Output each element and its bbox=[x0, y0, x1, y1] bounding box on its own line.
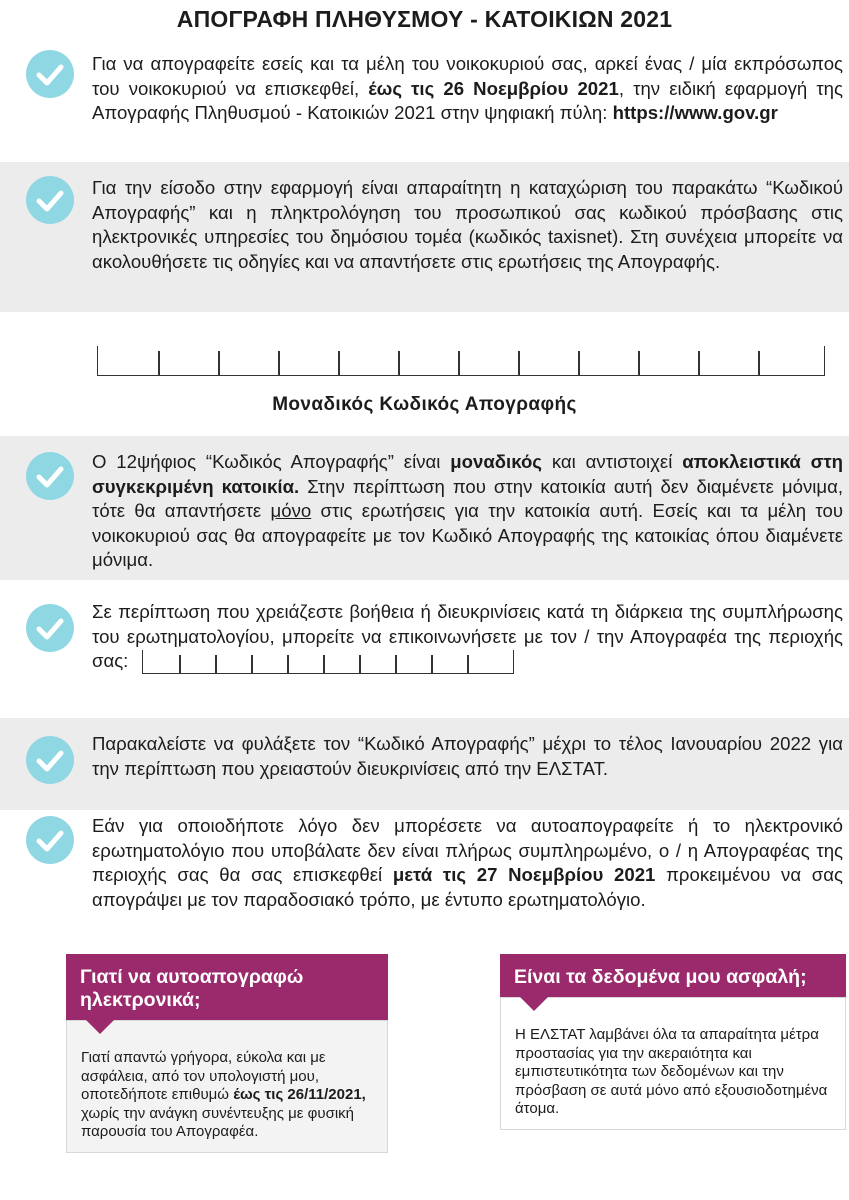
deadline-text: έως τις 26 Νοεμβρίου 2021 bbox=[368, 77, 619, 99]
bold-text: αποκλειστικά στη συγκεκριμένη κατοικία. bbox=[92, 451, 843, 497]
visit-date-text: μετά τις 27 Νοεμβρίου 2021 bbox=[392, 864, 656, 885]
text-part: χωρίς την ανάγκη συνέντευξης με φυσική παρουσία του Απογραφέα. bbox=[81, 1104, 355, 1140]
bold-text: μοναδικός bbox=[450, 451, 542, 472]
text-part: Ο 12ψήφιος “Κωδικός Απογραφής” είναι bbox=[92, 451, 451, 472]
text-part: Για να απογραφείτε εσείς και τα μέλη του νοικοκυριού σας, αρκεί ένας / μία εκπρόσωπος του νοικοκυριού να επισκεφθεί, bbox=[92, 53, 843, 99]
info-section-login bbox=[0, 162, 849, 312]
data-safety-heading: Είναι τα δεδομένα μου ασφαλή; bbox=[500, 954, 846, 997]
text-part: προκειμένου να σας απογράψει με τον παραδοσιακό τρόπο, με έντυπο ερωτηματολόγιο. bbox=[92, 864, 843, 910]
check-circle-icon bbox=[26, 816, 74, 864]
why-online-body bbox=[66, 1020, 388, 1153]
underlined-text: μόνο bbox=[270, 500, 312, 521]
gov-url-link[interactable]: https://www.gov.gr bbox=[612, 102, 778, 123]
text-part: στις ερωτήσεις για την κατοικία αυτή. Εσείς και τα μέλη του νοικοκυριού σας θα απογραφείτε με τον Κωδικό Απογραφής της κατοικίας όπου διαμένετε μόνιμα. bbox=[92, 500, 843, 570]
data-safety-body: Η ΕΛΣΤΑΤ λαμβάνει όλα τα απαραίτητα μέτρα προστασίας για την ακεραιότητα και εμπιστευτικότητα των δεδομένων και την πρόσβαση σε αυτά μόνο από εξουσιοδοτημένα άτομα. bbox=[500, 997, 846, 1130]
info-text-login: Για την είσοδο στην εφαρμογή είναι απαραίτητη η καταχώριση του παρακάτω “Κωδικού Απογραφής” και η πληκτρολόγηση του προσωπικού σας κωδικού πρόσβασης στις ηλεκτρονικές υπηρεσίες του δημόσιου τομέα (κωδικός taxisnet). Στη συνέχεια μπορείτε να ακολουθήσετε τις οδηγίες και να απαντήσετε στις ερωτήσεις της Απογραφής. bbox=[92, 177, 843, 272]
check-circle-icon bbox=[26, 50, 74, 98]
info-text-online bbox=[92, 52, 843, 126]
info-text-visit bbox=[92, 814, 843, 912]
text-part: Γιατί απαντώ γρήγορα, εύκολα και με ασφάλεια, από τον υπολογιστή μου, οποτεδήποτε επιθυμώ bbox=[81, 1049, 326, 1103]
info-text-keep-code: Παρακαλείστε να φυλάξετε τον “Κωδικό Απογραφής” μέχρι το τέλος Ιανουαρίου 2022 για την περίπτωση που χρειαστούν διευκρινίσεις από την ΕΛΣΤΑΤ. bbox=[92, 733, 843, 779]
text-part: , την ειδική εφαρμογή της Απογραφής Πληθυσμού - Κατοικιών 2021 στην ψηφιακή πύλη: bbox=[92, 77, 843, 123]
info-text-help bbox=[92, 600, 843, 674]
data-safety-card bbox=[500, 954, 846, 1130]
info-text-unique-code bbox=[92, 450, 843, 573]
enumerator-phone-field[interactable] bbox=[142, 650, 514, 674]
why-online-heading: Γιατί να αυτοαπογραφώ ηλεκτρονικά; bbox=[66, 954, 388, 1020]
check-circle-icon bbox=[26, 452, 74, 500]
info-section-help bbox=[0, 596, 849, 706]
text-part: Εάν για οποιοδήποτε λόγο δεν μπορέσετε να αυτοαπογραφείτε ή το ηλεκτρονικό ερωτηματολόγιο που υποβάλατε δεν είναι πλήρως συμπληρωμένο, ο / η Απογραφέας της περιοχής σας θα σας επισκεφθεί bbox=[92, 815, 843, 885]
census-code-label: Μοναδικός Κωδικός Απογραφής bbox=[272, 394, 577, 415]
check-circle-icon bbox=[26, 176, 74, 224]
info-section-unique-code bbox=[0, 436, 849, 580]
text-part: Σε περίπτωση που χρειάζεστε βοήθεια ή διευκρινίσεις κατά τη διάρκεια της συμπλήρωσης του ερωτηματολογίου, μπορείτε να επικοινωνήσετε με τον / την Απογραφέα της περιοχής σας: bbox=[92, 601, 843, 671]
info-section-visit bbox=[0, 812, 849, 942]
page-title: ΑΠΟΓΡΑΦΗ ΠΛΗΘΥΣΜΟΥ - ΚΑΤΟΙΚΙΩΝ 2021 bbox=[176, 6, 673, 32]
census-code-field[interactable] bbox=[97, 346, 825, 376]
deadline-text: έως τις 26/11/2021, bbox=[233, 1086, 366, 1103]
why-online-card bbox=[66, 954, 388, 1153]
text-part: Στην περίπτωση που στην κατοικία αυτή δεν διαμένετε μόνιμα, τότε θα απαντήσετε bbox=[92, 475, 844, 521]
check-circle-icon bbox=[26, 604, 74, 652]
check-circle-icon bbox=[26, 736, 74, 784]
text-part: και αντιστοιχεί bbox=[541, 451, 683, 472]
info-section-keep-code bbox=[0, 718, 849, 810]
info-section-online bbox=[0, 46, 849, 158]
